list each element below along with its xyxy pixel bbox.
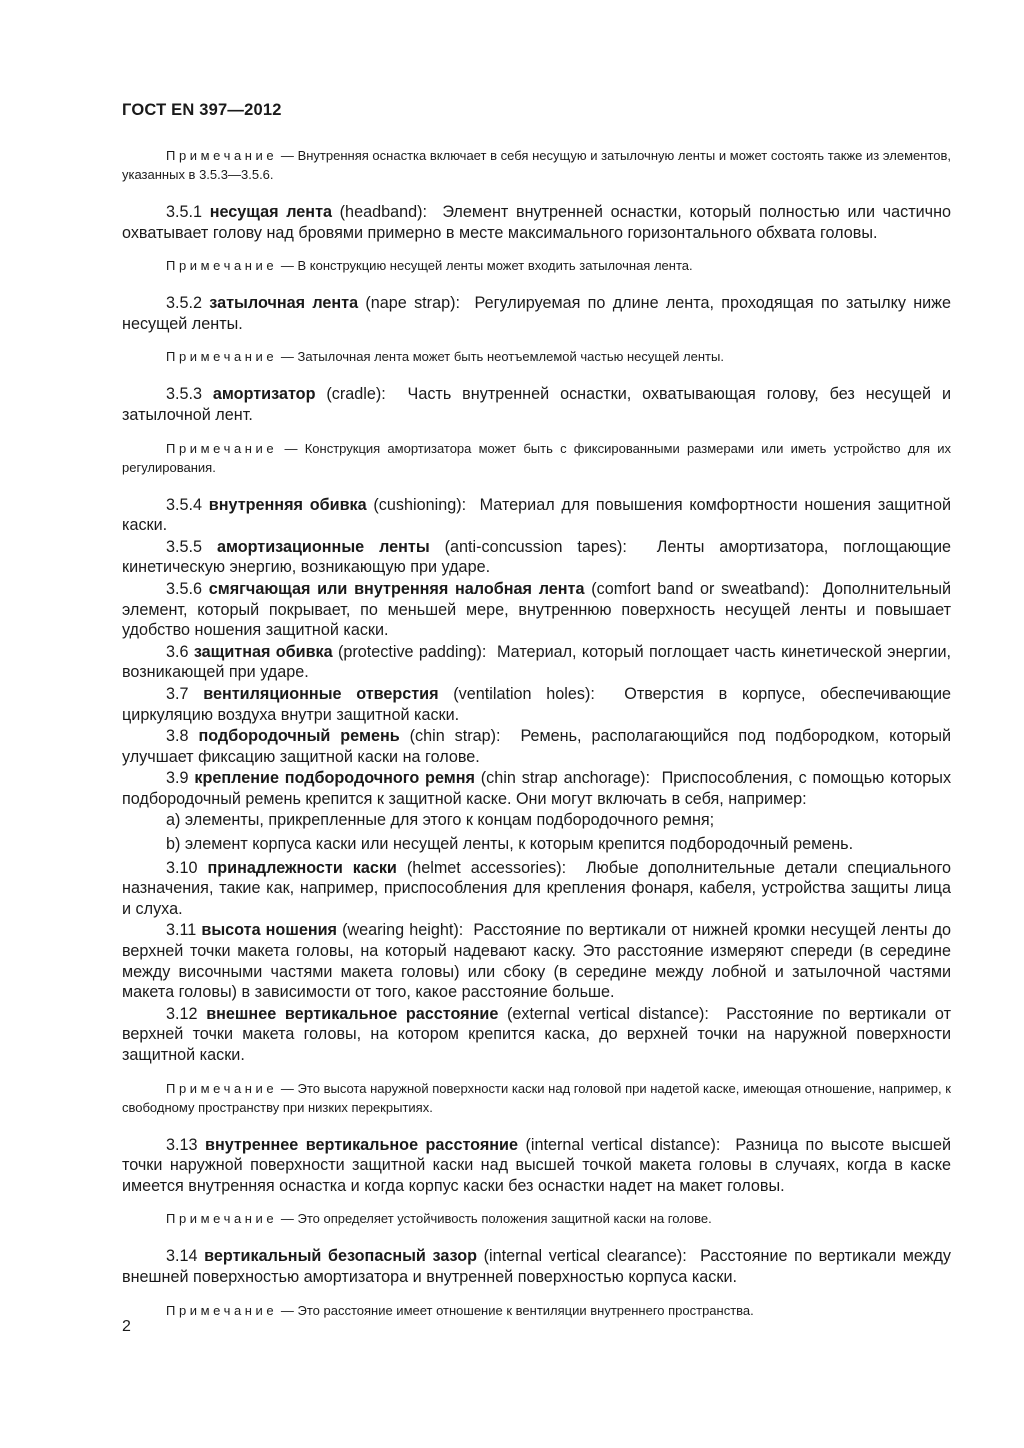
definition-text: Ремень, располагающийся под подбородком, который улучшает фиксацию защитной каски на голове. bbox=[122, 727, 952, 766]
term-definition bbox=[122, 726, 951, 767]
note bbox=[122, 439, 951, 477]
term-definition bbox=[122, 293, 951, 334]
clause-number: 3.13 bbox=[166, 1135, 198, 1154]
term-name: амортизатор bbox=[212, 385, 316, 404]
note-text: — Это определяет устойчивость положения защитной каски на голове. bbox=[280, 1211, 712, 1227]
note-label: Примечание bbox=[166, 349, 278, 365]
term-definition bbox=[122, 684, 951, 725]
note bbox=[122, 256, 951, 275]
term-english: (wearing height): bbox=[342, 921, 464, 940]
clause-number: 3.12 bbox=[166, 1004, 198, 1023]
note-text: — Это высота наружной поверхности каски над головой при надетой каске, имеющая отношение, например, к свободному пространству при низких перекрытиях. bbox=[122, 1080, 951, 1115]
clause-number: 3.6 bbox=[166, 642, 189, 661]
term-definition bbox=[122, 768, 951, 809]
term-english: (helmet accessories): bbox=[406, 858, 567, 877]
term-name: амортизационные ленты bbox=[216, 537, 430, 556]
definition-text: Дополнительный элемент, который покрывает, по меньшей мере, внутреннюю поверхность несущей ленты и повышает удобство ношения защитной каски. bbox=[122, 579, 952, 640]
term-name: смягчающая или внутренняя налобная лента bbox=[208, 579, 585, 598]
clause-number: 3.8 bbox=[166, 727, 189, 746]
definition-text: Расстояние по вертикали от верхней точки макета головы, на котором крепится каска, до верхней точки на наружной поверхности защитной каски. bbox=[122, 1004, 951, 1064]
clause-number: 3.5.4 bbox=[166, 495, 203, 514]
note-text: — Это расстояние имеет отношение к вентиляции внутреннего пространства. bbox=[280, 1302, 754, 1318]
term-name: внутренняя обивка bbox=[208, 495, 367, 514]
definition-text: Разница по высоте высшей точки наружной поверхности защитной каски над высшей точкой макета головы в случаях, когда в каске имеется внутренняя оснастка и когда корпус каски без оснастки надет на макет головы. bbox=[122, 1135, 952, 1195]
note-label: Примечание bbox=[166, 1211, 278, 1227]
clause-number: 3.10 bbox=[166, 858, 198, 877]
term-name: защитная обивка bbox=[193, 642, 333, 661]
term-definition bbox=[122, 1246, 951, 1287]
definition-text: Ленты амортизатора, поглощающие кинетическую энергию, возникающую при ударе. bbox=[122, 537, 951, 577]
term-name: подбородочный ремень bbox=[198, 727, 400, 746]
note bbox=[122, 347, 951, 366]
definition-text: Материал, который поглощает часть кинетической энергии, возникающей при ударе. bbox=[122, 642, 952, 682]
term-english: (ventilation holes): bbox=[453, 684, 595, 703]
term-definition bbox=[122, 642, 951, 683]
note-label: Примечание bbox=[166, 1080, 278, 1096]
term-definition bbox=[122, 1004, 951, 1066]
term-definition bbox=[122, 202, 951, 243]
clause-number: 3.5.5 bbox=[166, 537, 203, 556]
term-english: (nape strap): bbox=[365, 294, 460, 313]
term-name: высота ношения bbox=[201, 921, 337, 940]
clause-number: 3.5.3 bbox=[166, 385, 203, 404]
term-name: несущая лента bbox=[209, 203, 332, 221]
note bbox=[122, 146, 951, 184]
term-english: (internal vertical clearance): bbox=[483, 1247, 687, 1266]
document-body bbox=[122, 146, 951, 1338]
term-english: (comfort band or sweatband): bbox=[591, 579, 810, 598]
term-definition bbox=[122, 537, 951, 578]
term-english: (protective padding): bbox=[337, 642, 487, 661]
term-name: затылочная лента bbox=[209, 294, 359, 313]
note-text: — В конструкцию несущей ленты может входить затылочная лента. bbox=[280, 258, 693, 274]
term-definition bbox=[122, 920, 951, 1002]
list-item: b) элемент корпуса каски или несущей ленты, к которым крепится подбородочный ремень. bbox=[166, 835, 854, 854]
clause-number: 3.5.2 bbox=[166, 294, 203, 313]
term-english: (cushioning): bbox=[373, 495, 467, 514]
clause-number: 3.5.1 bbox=[166, 203, 203, 221]
list-item: a) элементы, прикрепленные для этого к концам подбородочного ремня; bbox=[166, 811, 715, 830]
note-text: — Внутренняя оснастка включает в себя несущую и затылочную ленты и может состоять также из элементов, указанных в 3.5.3—3.5.6. bbox=[122, 148, 951, 182]
definition-text: Элемент внутренней оснастки, который полностью или частично охватывает голову над бровями примерно в месте максимального горизонтального обхвата головы. bbox=[122, 203, 952, 242]
note-text: — Затылочная лента может быть неотъемлемой частью несущей ленты. bbox=[280, 349, 724, 365]
note-label: Примечание bbox=[166, 440, 278, 456]
term-definition bbox=[122, 579, 951, 641]
term-english: (headband): bbox=[339, 203, 427, 221]
term-english: (chin strap anchorage): bbox=[480, 769, 650, 788]
definition-text: Расстояние по вертикали от нижней кромки несущей ленты до верхней точки макета головы, на который надевают каску. Это расстояние измеряют спереди (в середине между височными частями макета головы) или сбоку (в середине между лобной и затылочной частями макета головы) в зависимости от того, какое расстояние больше. bbox=[122, 921, 952, 1002]
term-english: (chin strap): bbox=[409, 727, 501, 746]
definition-text: Любые дополнительные детали специального назначения, такие как, например, приспособления для крепления фонаря, кабеля, устройства защиты лица и слуха. bbox=[122, 858, 952, 918]
definition-text: Расстояние по вертикали между внешней поверхностью амортизатора и внутренней поверхностью корпуса каски. bbox=[122, 1247, 952, 1286]
term-english: (internal vertical distance): bbox=[525, 1135, 721, 1154]
note bbox=[122, 1209, 951, 1228]
clause-number: 3.14 bbox=[166, 1247, 198, 1266]
clause-number: 3.11 bbox=[166, 921, 197, 940]
term-definition bbox=[122, 1135, 951, 1197]
note-label: Примечание bbox=[166, 258, 278, 274]
term-name: внутреннее вертикальное расстояние bbox=[205, 1135, 519, 1154]
term-name: вертикальный безопасный зазор bbox=[204, 1247, 477, 1266]
term-name: внешнее вертикальное расстояние bbox=[206, 1004, 499, 1023]
term-definition bbox=[122, 858, 951, 920]
definition-text: Отверстия в корпусе, обеспечивающие циркуляцию воздуха внутри защитной каски. bbox=[122, 684, 952, 724]
note bbox=[122, 1301, 951, 1320]
definition-text: Часть внутренней оснастки, охватывающая голову, без несущей и затылочной лент. bbox=[122, 385, 951, 424]
term-definition bbox=[122, 495, 951, 536]
definition-text: Материал для повышения комфортности ношения защитной каски. bbox=[122, 495, 952, 535]
clause-number: 3.5.6 bbox=[166, 579, 203, 598]
term-definition bbox=[122, 384, 951, 425]
term-english: (external vertical distance): bbox=[507, 1004, 709, 1023]
note bbox=[122, 1079, 951, 1117]
term-name: крепление подбородочного ремня bbox=[194, 769, 475, 788]
definition-text: Регулируемая по длине лента, проходящая по затылку ниже несущей ленты. bbox=[122, 294, 952, 333]
term-english: (cradle): bbox=[326, 385, 386, 404]
note-text: — Конструкция амортизатора может быть с фиксированными размерами или иметь устройство для их регулирования. bbox=[122, 440, 951, 475]
term-english: (anti-concussion tapes): bbox=[444, 537, 627, 556]
clause-number: 3.7 bbox=[166, 684, 189, 703]
note-label: Примечание bbox=[166, 1302, 278, 1318]
note-label: Примечание bbox=[166, 148, 278, 163]
term-name: вентиляционные отверстия bbox=[203, 684, 439, 703]
term-name: принадлежности каски bbox=[207, 858, 397, 877]
standard-header: ГОСТ EN 397—2012 bbox=[122, 101, 282, 119]
definition-text: Приспособления, с помощью которых подбородочный ремень крепится к защитной каске. Они могут включать в себя, например: bbox=[122, 769, 952, 808]
page-number: 2 bbox=[122, 1318, 131, 1335]
clause-number: 3.9 bbox=[166, 769, 189, 788]
